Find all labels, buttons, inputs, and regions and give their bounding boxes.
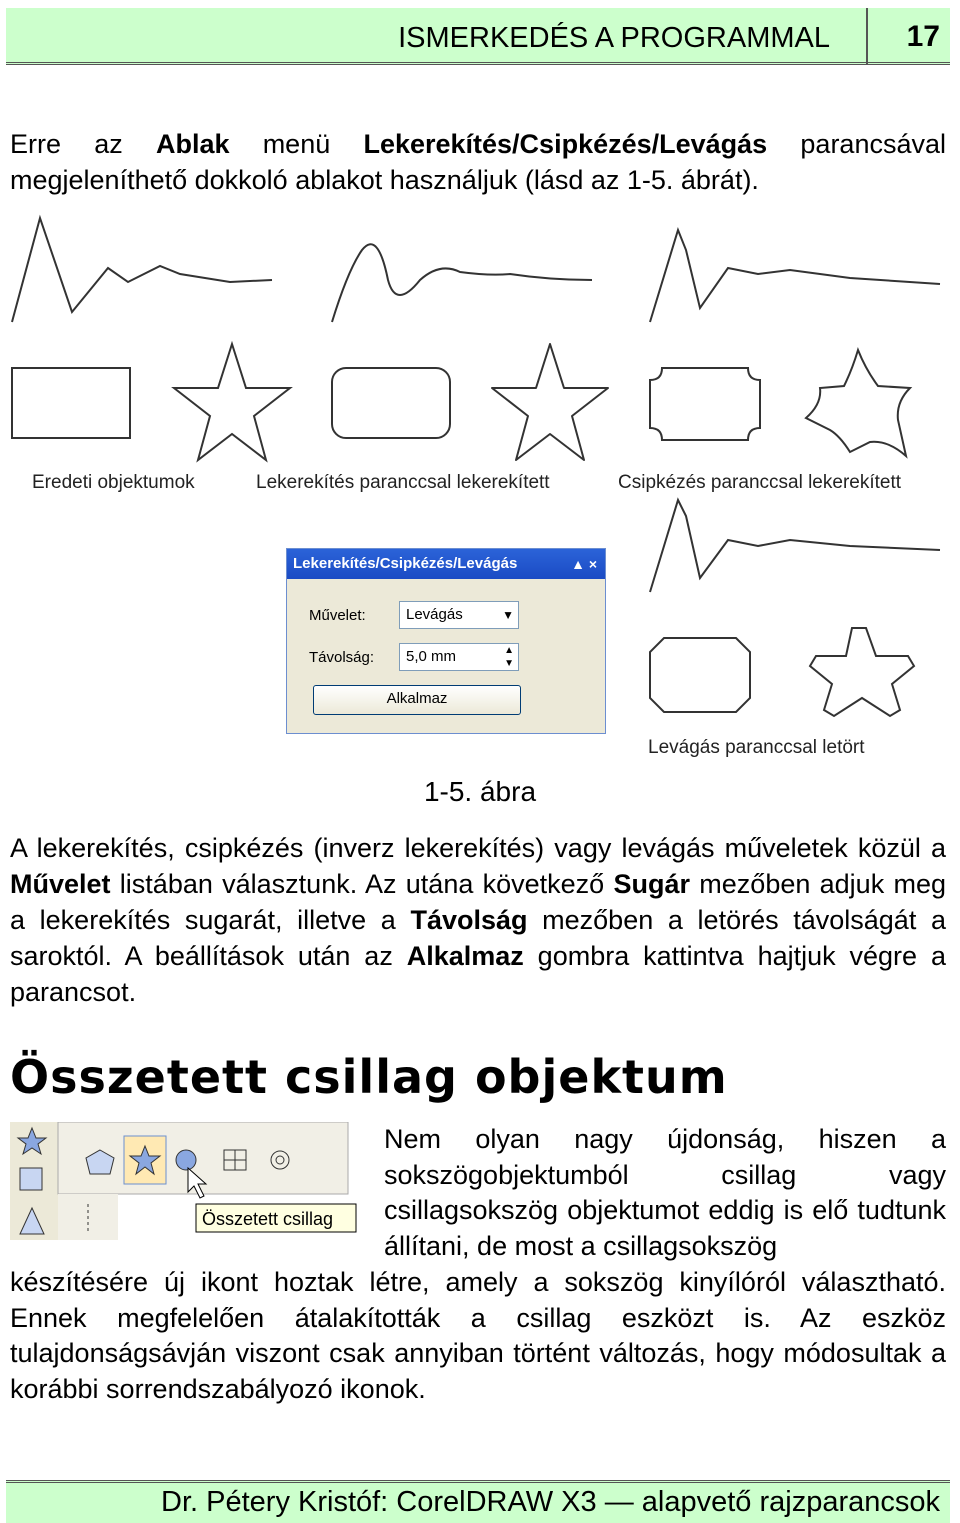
intro-bold-menu: Ablak (155, 129, 230, 159)
intro-bold-command: Lekerekítés/Csipkézés/Levágás (363, 129, 768, 159)
page-number: 17 (906, 20, 940, 53)
dialog-controls[interactable]: ▲ × (571, 556, 597, 572)
header-divider (866, 8, 868, 64)
operation-value: Levágás (406, 606, 463, 623)
section-text-wrapped: Nem olyan nagy újdonság, hiszen a sokszögobjektumból csillag vagy csillagsokszög objektumot eddig is elő tudtunk állítani, de most a csillagsokszög (384, 1124, 946, 1261)
body-bold: Alkalmaz (406, 941, 524, 971)
star-toolbar-screenshot (10, 1122, 360, 1240)
body-text: mezőben a letörés távolságát a saroktól. A beállítások után az (10, 905, 946, 971)
rectangle-rounded (332, 368, 450, 438)
rectangle-original (12, 368, 130, 438)
zigzag-scalloped (650, 230, 940, 322)
label-rounded: Lekerekítés paranccsal lekerekített (256, 472, 550, 493)
section-title: Összetett csillag objektum (10, 1050, 728, 1104)
complex-star-icon (176, 1150, 196, 1170)
section-text-full: készítésére új ikont hoztak létre, amely a sokszög kinyílóról választható. Ennek megfelelően átalakították a csillag eszközt is. Az eszköz tulajdonságsávján viszont csak annyiban történt változás, hogy módosultak a korábbi sorrendszabályozó ikonok. (10, 1267, 946, 1404)
page-header (6, 8, 950, 65)
label-scalloped: Csipkézés paranccsal lekerekített (618, 472, 902, 493)
body-bold: Sugár (613, 869, 691, 899)
shape-tool-icon (20, 1168, 42, 1190)
zigzag-original (12, 218, 272, 322)
distance-value: 5,0 mm (406, 648, 457, 665)
footer-text: Dr. Pétery Kristóf: CorelDRAW X3 — alapvető rajzparancsok (161, 1486, 940, 1518)
body-paragraph-1 (10, 830, 946, 1010)
page-footer (6, 1480, 950, 1523)
operation-label: Művelet: (309, 607, 366, 624)
intro-text: Erre az (10, 129, 156, 159)
body-text: gombra kattintva hajtjuk végre a parancsot. (10, 941, 946, 1007)
fillet-dialog (286, 548, 606, 734)
dialog-title: Lekerekítés/Csipkézés/Levágás (293, 555, 518, 572)
body-bold: Távolság (410, 905, 528, 935)
star-scalloped (806, 350, 910, 456)
body-text: mezőben adjuk meg a lekerekítés sugarát, illetve a (10, 869, 946, 935)
zigzag-chamfered (650, 500, 940, 592)
intro-text: menü (229, 129, 364, 159)
distance-label: Távolság: (309, 649, 375, 666)
dialog-titlebar (287, 549, 605, 579)
tooltip-text: Összetett csillag (202, 1209, 334, 1229)
intro-paragraph (10, 126, 946, 198)
distance-input[interactable] (399, 643, 519, 671)
body-text: listában választunk. Az utána következő (110, 869, 614, 899)
rectangle-chamfered (650, 638, 750, 712)
star-original (174, 344, 290, 460)
chevron-down-icon: ▼ (502, 608, 514, 622)
star-chamfered (810, 628, 914, 716)
label-original: Eredeti objektumok (32, 472, 195, 493)
operation-select[interactable] (399, 601, 519, 629)
body-text: A lekerekítés, csipkézés (inverz lekerekítés) vagy levágás műveletek közül a (10, 833, 946, 863)
star-rounded (492, 344, 608, 460)
body-bold: Művelet (10, 869, 111, 899)
label-chamfered: Levágás paranccsal letört (648, 737, 865, 758)
spinner-icon[interactable]: ▲ ▼ (504, 645, 514, 669)
figure-caption: 1-5. ábra (423, 776, 537, 807)
intro-text: parancsával megjeleníthető dokkoló ablakot használjuk (lásd az 1-5. ábrát). (10, 129, 947, 195)
rectangle-scalloped (650, 368, 760, 440)
apply-button[interactable]: Alkalmaz (313, 685, 521, 715)
header-title: ISMERKEDÉS A PROGRAMMAL (398, 22, 830, 54)
zigzag-rounded (332, 244, 592, 322)
